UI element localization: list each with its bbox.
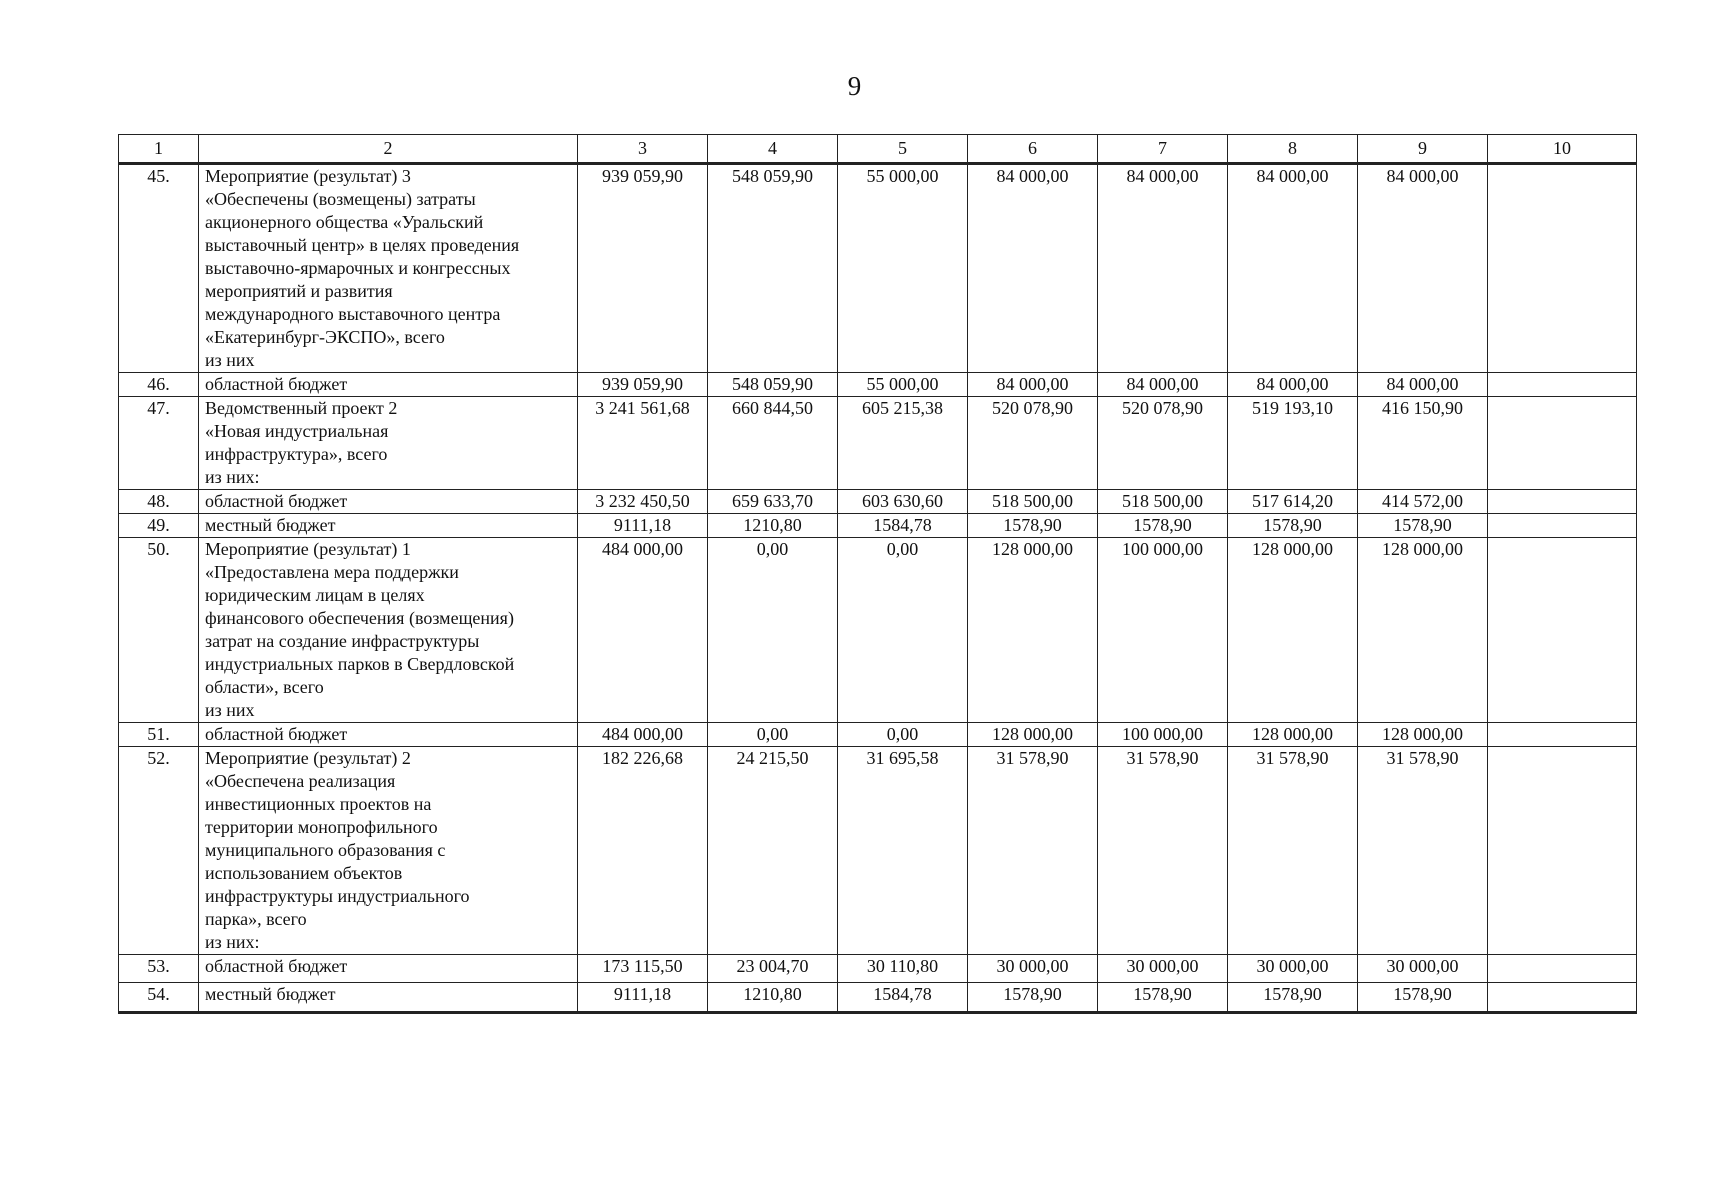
row-name-line: «Предоставлена мера поддержки	[205, 562, 459, 582]
row-name-line: инфраструктуры индустриального	[205, 886, 470, 906]
value-cell-col-5: 1584,78	[838, 514, 968, 538]
value-cell-col-8: 84 000,00	[1228, 373, 1358, 397]
row-name-line: «Екатеринбург-ЭКСПО», всего	[205, 327, 445, 347]
table-row	[119, 490, 1637, 514]
value-cell-col-7: 30 000,00	[1098, 955, 1228, 983]
column-header-9: 9	[1358, 135, 1488, 164]
value-cell-col-10	[1488, 747, 1637, 955]
value-cell-col-3: 3 241 561,68	[578, 397, 708, 490]
value-cell-col-8: 1578,90	[1228, 514, 1358, 538]
row-name-line: мероприятий и развития	[205, 281, 393, 301]
row-name-line: инвестиционных проектов на	[205, 794, 432, 814]
row-name	[199, 983, 578, 1013]
value-cell-col-5: 30 110,80	[838, 955, 968, 983]
table-row	[119, 747, 1637, 955]
value-cell-col-9: 84 000,00	[1358, 164, 1488, 373]
column-header-10: 10	[1488, 135, 1637, 164]
row-number: 49.	[119, 514, 199, 538]
value-cell-col-5: 31 695,58	[838, 747, 968, 955]
row-name-line: муниципального образования с	[205, 840, 446, 860]
value-cell-col-7: 31 578,90	[1098, 747, 1228, 955]
row-name-line: Ведомственный проект 2	[205, 398, 398, 418]
value-cell-col-4: 660 844,50	[708, 397, 838, 490]
page-number: 9	[847, 71, 862, 101]
row-name-line: Мероприятие (результат) 1	[205, 539, 411, 559]
value-cell-col-9: 414 572,00	[1358, 490, 1488, 514]
row-number: 50.	[119, 538, 199, 723]
row-name	[199, 723, 578, 747]
value-cell-col-10	[1488, 490, 1637, 514]
value-cell-col-6: 520 078,90	[968, 397, 1098, 490]
table-row	[119, 373, 1637, 397]
value-cell-col-9: 128 000,00	[1358, 538, 1488, 723]
table-row	[119, 955, 1637, 983]
row-name-line: Мероприятие (результат) 2	[205, 748, 411, 768]
value-cell-col-9: 1578,90	[1358, 983, 1488, 1013]
value-cell-col-8: 30 000,00	[1228, 955, 1358, 983]
row-name-line: областной бюджет	[205, 724, 348, 744]
row-name-line: из них:	[205, 932, 260, 952]
row-name-line: из них:	[205, 467, 260, 487]
value-cell-col-6: 31 578,90	[968, 747, 1098, 955]
row-name-line: «Обеспечены (возмещены) затраты	[205, 189, 476, 209]
value-cell-col-8: 31 578,90	[1228, 747, 1358, 955]
row-name	[199, 747, 578, 955]
value-cell-col-6: 84 000,00	[968, 373, 1098, 397]
value-cell-col-3: 939 059,90	[578, 373, 708, 397]
row-name-line: выставочный центр» в целях проведения	[205, 235, 520, 255]
row-name	[199, 164, 578, 373]
value-cell-col-5: 603 630,60	[838, 490, 968, 514]
value-cell-col-8: 517 614,20	[1228, 490, 1358, 514]
value-cell-col-7: 100 000,00	[1098, 723, 1228, 747]
row-name	[199, 514, 578, 538]
row-name	[199, 538, 578, 723]
row-name-line: территории монопрофильного	[205, 817, 438, 837]
value-cell-col-10	[1488, 164, 1637, 373]
row-name	[199, 955, 578, 983]
value-cell-col-4: 1210,80	[708, 514, 838, 538]
row-name-line: из них	[205, 700, 255, 720]
value-cell-col-10	[1488, 723, 1637, 747]
value-cell-col-3: 9111,18	[578, 514, 708, 538]
value-cell-col-9: 31 578,90	[1358, 747, 1488, 955]
row-name-line: областной бюджет	[205, 491, 348, 511]
row-name-line: парка», всего	[205, 909, 307, 929]
value-cell-col-6: 1578,90	[968, 514, 1098, 538]
row-name-line: индустриальных парков в Свердловской	[205, 654, 515, 674]
row-number: 52.	[119, 747, 199, 955]
row-name-line: областной бюджет	[205, 374, 348, 394]
row-name-line: из них	[205, 350, 255, 370]
value-cell-col-9: 416 150,90	[1358, 397, 1488, 490]
row-name-line: «Новая индустриальная	[205, 421, 389, 441]
row-name	[199, 490, 578, 514]
row-name-line: местный бюджет	[205, 515, 336, 535]
value-cell-col-7: 518 500,00	[1098, 490, 1228, 514]
row-number: 45.	[119, 164, 199, 373]
row-name-line: юридическим лицам в целях	[205, 585, 425, 605]
value-cell-col-5: 0,00	[838, 723, 968, 747]
header-row	[119, 135, 1637, 164]
row-name-line: финансового обеспечения (возмещения)	[205, 608, 514, 628]
value-cell-col-4: 0,00	[708, 723, 838, 747]
row-number: 51.	[119, 723, 199, 747]
row-name-line: использованием объектов	[205, 863, 403, 883]
table-row	[119, 397, 1637, 490]
row-name-line: областной бюджет	[205, 956, 348, 976]
value-cell-col-4: 548 059,90	[708, 373, 838, 397]
value-cell-col-10	[1488, 397, 1637, 490]
value-cell-col-9: 84 000,00	[1358, 373, 1488, 397]
value-cell-col-3: 182 226,68	[578, 747, 708, 955]
value-cell-col-10	[1488, 955, 1637, 983]
value-cell-col-9: 1578,90	[1358, 514, 1488, 538]
value-cell-col-3: 484 000,00	[578, 723, 708, 747]
row-name	[199, 397, 578, 490]
column-header-6: 6	[968, 135, 1098, 164]
value-cell-col-8: 128 000,00	[1228, 723, 1358, 747]
table-body	[119, 164, 1637, 1013]
row-name-line: выставочно-ярмарочных и конгрессных	[205, 258, 511, 278]
row-name-line: местный бюджет	[205, 984, 336, 1004]
value-cell-col-3: 9111,18	[578, 983, 708, 1013]
value-cell-col-3: 173 115,50	[578, 955, 708, 983]
value-cell-col-10	[1488, 514, 1637, 538]
row-number: 46.	[119, 373, 199, 397]
column-header-4: 4	[708, 135, 838, 164]
value-cell-col-4: 548 059,90	[708, 164, 838, 373]
value-cell-col-8: 1578,90	[1228, 983, 1358, 1013]
value-cell-col-7: 520 078,90	[1098, 397, 1228, 490]
table-row	[119, 983, 1637, 1013]
value-cell-col-5: 0,00	[838, 538, 968, 723]
column-header-3: 3	[578, 135, 708, 164]
value-cell-col-5: 1584,78	[838, 983, 968, 1013]
value-cell-col-3: 939 059,90	[578, 164, 708, 373]
row-name-line: международного выставочного центра	[205, 304, 501, 324]
row-number: 54.	[119, 983, 199, 1013]
row-name-line: затрат на создание инфраструктуры	[205, 631, 480, 651]
row-number: 48.	[119, 490, 199, 514]
value-cell-col-9: 30 000,00	[1358, 955, 1488, 983]
value-cell-col-7: 1578,90	[1098, 514, 1228, 538]
value-cell-col-3: 484 000,00	[578, 538, 708, 723]
value-cell-col-5: 605 215,38	[838, 397, 968, 490]
table-header	[119, 135, 1637, 164]
value-cell-col-10	[1488, 983, 1637, 1013]
row-name-line: инфраструктура», всего	[205, 444, 388, 464]
row-name-line: «Обеспечена реализация	[205, 771, 396, 791]
column-header-1: 1	[119, 135, 199, 164]
value-cell-col-7: 100 000,00	[1098, 538, 1228, 723]
table-row	[119, 723, 1637, 747]
column-header-7: 7	[1098, 135, 1228, 164]
column-header-8: 8	[1228, 135, 1358, 164]
value-cell-col-4: 659 633,70	[708, 490, 838, 514]
table-row	[119, 538, 1637, 723]
value-cell-col-9: 128 000,00	[1358, 723, 1488, 747]
row-name	[199, 373, 578, 397]
value-cell-col-6: 1578,90	[968, 983, 1098, 1013]
table-row	[119, 164, 1637, 373]
value-cell-col-4: 1210,80	[708, 983, 838, 1013]
value-cell-col-6: 30 000,00	[968, 955, 1098, 983]
value-cell-col-8: 84 000,00	[1228, 164, 1358, 373]
value-cell-col-10	[1488, 373, 1637, 397]
value-cell-col-5: 55 000,00	[838, 373, 968, 397]
value-cell-col-4: 24 215,50	[708, 747, 838, 955]
value-cell-col-7: 84 000,00	[1098, 373, 1228, 397]
value-cell-col-6: 518 500,00	[968, 490, 1098, 514]
row-number: 47.	[119, 397, 199, 490]
column-header-2: 2	[199, 135, 578, 164]
table-row	[119, 514, 1637, 538]
value-cell-col-6: 128 000,00	[968, 538, 1098, 723]
value-cell-col-8: 128 000,00	[1228, 538, 1358, 723]
budget-table	[118, 134, 1637, 1014]
value-cell-col-7: 1578,90	[1098, 983, 1228, 1013]
value-cell-col-4: 0,00	[708, 538, 838, 723]
value-cell-col-10	[1488, 538, 1637, 723]
value-cell-col-6: 84 000,00	[968, 164, 1098, 373]
value-cell-col-6: 128 000,00	[968, 723, 1098, 747]
row-number: 53.	[119, 955, 199, 983]
value-cell-col-8: 519 193,10	[1228, 397, 1358, 490]
value-cell-col-3: 3 232 450,50	[578, 490, 708, 514]
row-name-line: области», всего	[205, 677, 324, 697]
row-name-line: акционерного общества «Уральский	[205, 212, 484, 232]
value-cell-col-5: 55 000,00	[838, 164, 968, 373]
column-header-5: 5	[838, 135, 968, 164]
row-name-line: Мероприятие (результат) 3	[205, 166, 411, 186]
value-cell-col-4: 23 004,70	[708, 955, 838, 983]
value-cell-col-7: 84 000,00	[1098, 164, 1228, 373]
